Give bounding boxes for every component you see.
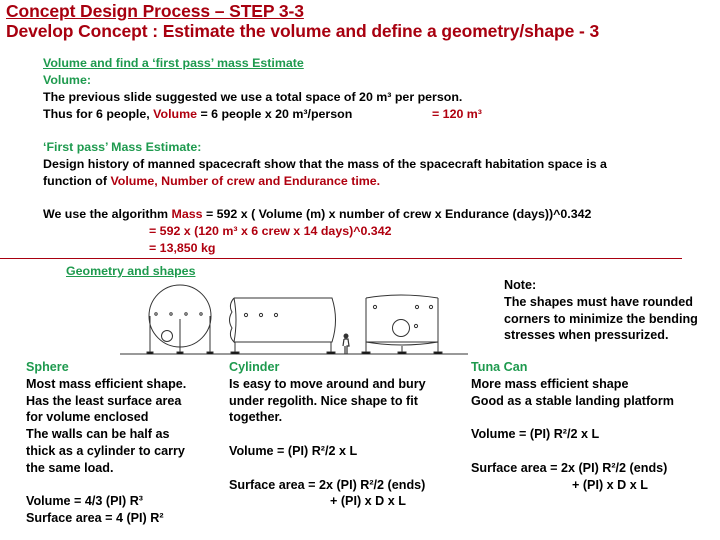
mass-line-2-highlight: Volume, Number of crew and Endurance time.: [110, 174, 381, 188]
cylinder-surface-formula-cont: + (PI) x D x L: [330, 494, 406, 509]
sphere-line: thick as a cylinder to carry: [26, 443, 185, 458]
tuna-can-line: Good as a stable landing platform: [471, 393, 674, 408]
cylinder-volume-formula: Volume = (PI) R²/2 x L: [229, 443, 358, 458]
sphere-line: The walls can be half as: [26, 427, 170, 442]
sphere-line: Most mass efficient shape.: [26, 376, 187, 391]
mass-line-2-prefix: function of: [43, 174, 111, 188]
note-line: corners to minimize the bending: [504, 311, 698, 326]
note-line: stresses when pressurized.: [504, 328, 669, 343]
note-line: The shapes must have rounded: [504, 294, 693, 309]
page-title: Concept Design Process – STEP 3-3: [6, 1, 304, 21]
algorithm-result: = 13,850 kg: [149, 241, 216, 255]
algorithm-step-1: = 592 x (120 m³ x 6 crew x 14 days)^0.342: [149, 224, 392, 238]
volume-result: = 120 m³: [432, 107, 482, 121]
sphere-column: [26, 359, 186, 527]
cylinder-column: [229, 359, 426, 510]
volume-line-1: The previous slide suggested we use a total space of 20 m³ per person.: [43, 90, 463, 104]
volume-line-2-mid: = 6 people x 20 m³/person: [197, 107, 353, 121]
volume-keyword: Volume: [153, 107, 197, 121]
cylinder-title: Cylinder: [229, 360, 280, 374]
tuna-can-surface-formula: Surface area = 2x (PI) R²/2 (ends): [471, 460, 668, 475]
human-figure: [343, 334, 349, 354]
tuna-can-shape: [362, 295, 442, 354]
sphere-line: Has the least surface area: [26, 393, 182, 408]
volume-line-2-prefix: Thus for 6 people,: [43, 107, 154, 121]
volume-section-heading: Volume and find a ‘first pass’ mass Estimate: [43, 56, 304, 70]
geometry-heading: Geometry and shapes: [66, 264, 196, 278]
algorithm-prefix: We use the algorithm: [43, 207, 172, 221]
tuna-can-volume-formula: Volume = (PI) R²/2 x L: [471, 427, 600, 442]
cylinder-line: under regolith. Nice shape to fit: [229, 393, 418, 408]
note-label: Note:: [504, 278, 537, 292]
cylinder-line: together.: [229, 410, 283, 425]
tuna-can-title: Tuna Can: [471, 360, 528, 374]
sphere-title: Sphere: [26, 360, 69, 374]
mass-section-label: ‘First pass’ Mass Estimate:: [43, 140, 202, 154]
cylinder-line: Is easy to move around and bury: [229, 376, 426, 391]
sphere-surface-formula: Surface area = 4 (PI) R²: [26, 511, 164, 526]
algorithm-keyword: Mass: [171, 207, 203, 221]
tuna-can-line: More mass efficient shape: [471, 376, 629, 391]
algorithm-formula: = 592 x ( Volume (m) x number of crew x Endurance (days))^0.342: [202, 207, 592, 221]
page-subtitle: Develop Concept : Estimate the volume and define a geometry/shape - 3: [6, 21, 600, 41]
volume-label: Volume:: [43, 73, 91, 87]
cylinder-shape: [230, 298, 336, 354]
sphere-line: the same load.: [26, 460, 114, 475]
tuna-can-column: [471, 359, 674, 493]
mass-line-1: Design history of manned spacecraft show that the mass of the spacecraft habitation space is a: [43, 157, 607, 171]
sphere-shape: [147, 285, 213, 354]
cylinder-surface-formula: Surface area = 2x (PI) R²/2 (ends): [229, 477, 426, 492]
sphere-line: for volume enclosed: [26, 410, 149, 425]
sphere-volume-formula: Volume = 4/3 (PI) R³: [26, 494, 143, 509]
tuna-can-surface-formula-cont: + (PI) x D x L: [572, 477, 648, 492]
